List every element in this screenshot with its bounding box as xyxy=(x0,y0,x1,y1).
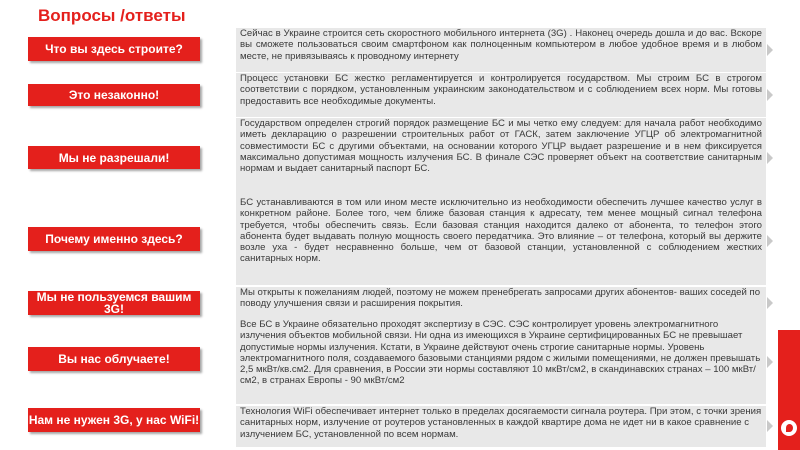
arrow-icon xyxy=(767,356,773,368)
question-why-here-button[interactable]: Почему именно здесь? xyxy=(28,227,200,251)
question-wifi-button[interactable]: Нам не нужен 3G, у нас WiFi! xyxy=(28,408,200,432)
question-illegal-button[interactable]: Это незаконно! xyxy=(28,84,200,106)
question-not-using-3g-button[interactable]: Мы не пользуемся вашим 3G! xyxy=(28,291,200,315)
answer-radiation: Все БС в Украине обязательно проходят экспертизу в СЭС. СЭС контролирует уровень электромагнитного излучения объектов мобильной связи. Ни одна из имеющихся в Украине сертифицированных БС не превышает допустимые нормы излучения. Кстати, в Украине действуют очень строгие санитарные нормы. Уровень электромагнитного поля, создаваемого базовыми станциями рядом с жилыми помещениями, не должен превышать 2,5 мкВт/кв.см2. Для сравнения, в России эти нормы составляют 10 мкВт/см2, в скандинавских странах – 100 мкВт/см2, в странах Европы - 90 мкВт/см2 xyxy=(236,319,766,404)
arrow-icon xyxy=(767,89,773,101)
answer-why-here: БС устанавливаются в том или ином месте исключительно из необходимости обеспечить лучшее качество услуг в конкретном районе. Более того, чем ближе базовая станция к адресату, тем менее мощный сигнал телефона требуется, чтобы обеспечить связь. Если базовая станция находится далеко от абонента, то телефон этого абонента будет выдавать полную мощность своего передатчика. Это влияние – от телефона, который вы держите возле уха - будет несравненно больше, чем от базовой станции, установленной с соблюдением жестких санитарных норм. xyxy=(236,197,766,285)
arrow-icon xyxy=(767,44,773,56)
question-what-building-button[interactable]: Что вы здесь строите? xyxy=(28,37,200,61)
arrow-icon xyxy=(767,297,773,309)
arrow-icon xyxy=(767,152,773,164)
page-title: Вопросы /ответы xyxy=(38,6,186,25)
arrow-icon xyxy=(767,235,773,247)
answer-wifi: Технология WiFi обеспечивает интернет только в пределах досягаемости сигнала роутера. При этом, с точки зрения санитарных норм, излучение от роутеров установленных в каждой квартире дома не идет ни в какое сравнение с излучением БС, установленной по всем нормам. xyxy=(236,406,766,447)
arrow-icon xyxy=(767,420,773,432)
answer-not-using-3g: Мы открыты к пожеланиям людей, поэтому не можем пренебрегать запросами других абонентов- ваших соседей по поводу улучшения связи и расширения покрытия. xyxy=(236,287,766,319)
question-not-allowed-button[interactable]: Мы не разрешали! xyxy=(28,146,200,169)
answer-what-building: Сейчас в Украине строится сеть скоростного мобильного интернета (3G) . Наконец очередь дошла и до вас. Вскоре вы сможете пользоваться своим смартфоном как полноценным компьютером в любое удобное время и в любом месте, не привязываясь к проводному интернету xyxy=(236,28,766,72)
answer-illegal: Процесс установки БС жестко регламентируется и контролируется государством. Мы строим БС в строгом соответствии с порядком, установленным украинским законодательством и с соблюдением всех норм. Мы готовы предоставить все необходимые документы. xyxy=(236,73,766,117)
answer-not-allowed: Государством определен строгий порядок размещение БС и мы четко ему следуем: для начала работ необходимо иметь декларацию о разрешении строительных работ от ГАСК, затем заключение УГЦР об электромагнитной совместимости БС с другими объектами, на основании которого УГЦР выдает разрешение и в нем фиксируется максимально допустимая мощность излучения БС. В финале СЭС проверяет объект на соответствие санитарным нормам и выдает санитарный паспорт БС. xyxy=(236,118,766,197)
brand-logo-icon xyxy=(781,420,797,436)
question-radiation-button[interactable]: Вы нас облучаете! xyxy=(28,347,200,371)
